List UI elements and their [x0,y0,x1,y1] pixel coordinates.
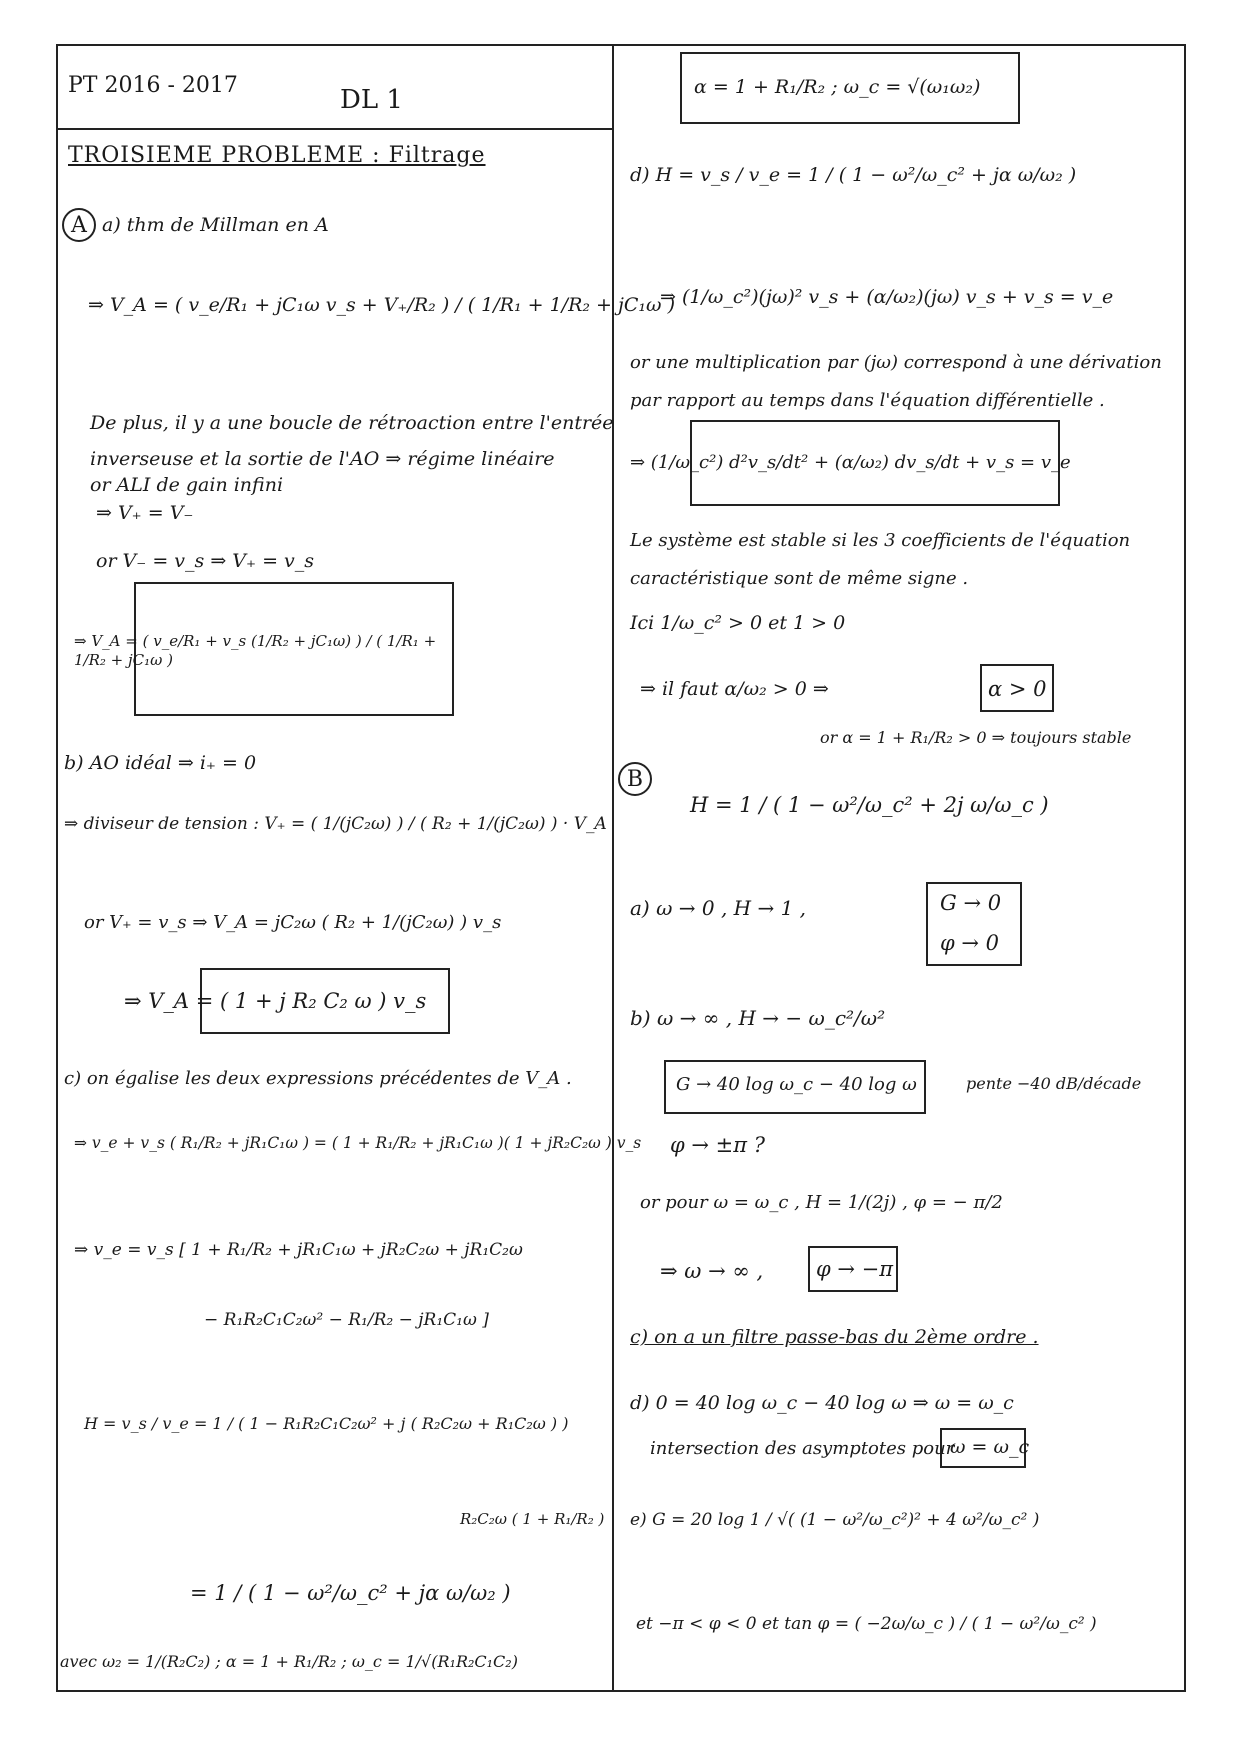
text-mult-2: par rapport au temps dans l'équation différentielle . [630,390,1105,411]
part-b-marker: B [618,762,652,796]
text-loop-1: De plus, il y a une boucle de rétroaction entre l'entrée [90,412,614,434]
eq-diff-boxed: ⇒ (1/ω_c²) d²v_s/dt² + (α/ω₂) dv_s/dt + v_s = v_e [630,452,1071,473]
ba-box-g: G → 0 [940,891,1002,915]
text-mult-1: or une multiplication par (jω) correspond à une dérivation [630,352,1162,373]
eq-h-reduced: = 1 / ( 1 − ω²/ω_c² + jα ω/ω₂ ) [190,1581,511,1605]
bb-box-text: G → 40 log ω_c − 40 log ω [676,1074,917,1095]
question-b-c: c) on a un filtre passe-bas du 2ème ordre . [630,1326,1039,1348]
bb-slope: pente −40 dB/décade [966,1074,1142,1093]
bb-phi-boxed: φ → −π [816,1257,894,1281]
eq-va-millman: ⇒ V_A = ( v_e/R₁ + jC₁ω v_s + V₊/R₂ ) / ( 1/R₁ + 1/R₂ + jC₁ω ) [88,294,675,316]
question-c: c) on égalise les deux expressions précédentes de V_A . [64,1068,572,1089]
bd-text: intersection des asymptotes pour [650,1438,955,1459]
eq-c1: ⇒ v_e + v_s ( R₁/R₂ + jR₁C₁ω ) = ( 1 + R₁/R₂ + jR₁C₁ω )( 1 + jR₂C₂ω ) v_s [74,1134,642,1152]
text-ici: Ici 1/ω_c² > 0 et 1 > 0 [630,612,846,634]
eq-c2: ⇒ v_e = v_s [ 1 + R₁/R₂ + jR₁C₁ω + jR₂C₂ω + jR₁C₂ω [74,1240,523,1260]
class-year: PT 2016 - 2017 [68,73,238,98]
question-b-d: d) 0 = 40 log ω_c − 40 log ω ⇒ ω = ω_c [630,1392,1014,1414]
bd-boxed: ω = ω_c [950,1436,1030,1458]
bb-phi: φ → ±π ? [670,1133,765,1157]
eq-va-b-boxed: ⇒ V_A = ( 1 + j R₂ C₂ ω ) v_s [124,989,427,1013]
text-faut: ⇒ il faut α/ω₂ > 0 ⇒ [640,678,829,700]
part-a-marker: A [62,208,96,242]
eq-d2: ⇒ (1/ω_c²)(jω)² v_s + (α/ω₂)(jω) v_s + v_s = v_e [660,286,1114,308]
text-loop-2: inverseuse et la sortie de l'AO ⇒ régime linéaire [90,448,555,470]
eq-h-note: R₂C₂ω ( 1 + R₁/R₂ ) [460,1510,605,1528]
text-stable-2: caractéristique sont de même signe . [630,568,969,589]
eq-h-b: H = 1 / ( 1 − ω²/ω_c² + 2j ω/ω_c ) [690,793,1049,817]
text-stable-1: Le système est stable si les 3 coefficients de l'équation [630,530,1131,551]
bb-wc: or pour ω = ω_c , H = 1/(2j) , φ = − π/2 [640,1192,1003,1213]
question-b-a: a) ω → 0 , H → 1 , [630,896,807,920]
text-loop-3: or ALI de gain infini [90,474,284,496]
eq-vplus-vs: or V₊ = v_s ⇒ V_A = jC₂ω ( R₂ + 1/(jC₂ω) ) v_s [84,912,502,933]
assignment-title: DL 1 [340,85,403,115]
be-phase: et −π < φ < 0 et tan φ = ( −2ω/ω_c ) / ( 1 − ω²/ω_c² ) [636,1614,1097,1634]
problem-title: TROISIEME PROBLEME : Filtrage [68,143,486,168]
eq-c3: − R₁R₂C₁C₂ω² − R₁/R₂ − jR₁C₁ω ] [204,1310,489,1330]
eq-voltage-divider: ⇒ diviseur de tension : V₊ = ( 1/(jC₂ω) ) / ( R₂ + 1/(jC₂ω) ) · V_A [64,814,607,834]
question-b: b) AO idéal ⇒ i₊ = 0 [64,752,257,774]
header-rule [56,128,614,130]
eq-va-boxed: ⇒ V_A = ( v_e/R₁ + v_s (1/R₂ + jC₁ω) ) / ( 1/R₁ + 1/R₂ + jC₁ω ) [74,632,437,669]
alpha-boxed: α > 0 [988,677,1047,701]
eq-defs-boxed: α = 1 + R₁/R₂ ; ω_c = √(ω₁ω₂) [694,76,981,98]
question-a: a) thm de Millman en A [102,214,329,236]
question-b-e: e) G = 20 log 1 / √( (1 − ω²/ω_c²)² + 4 ω²/ω_c² ) [630,1510,1040,1530]
ba-box-phi: φ → 0 [940,931,1000,955]
eq-definitions: avec ω₂ = 1/(R₂C₂) ; α = 1 + R₁/R₂ ; ω_c = 1/√(R₁R₂C₁C₂) [60,1652,518,1671]
text-toujours: or α = 1 + R₁/R₂ > 0 ⇒ toujours stable [820,728,1132,747]
bb-arrow: ⇒ ω → ∞ , [660,1259,764,1283]
eq-vplus-vminus: ⇒ V₊ = V₋ [96,502,194,524]
question-b-b: b) ω → ∞ , H → − ω_c²/ω² [630,1006,886,1030]
question-d: d) H = v_s / v_e = 1 / ( 1 − ω²/ω_c² + jα ω/ω₂ ) [630,164,1077,186]
column-divider [612,44,614,1692]
eq-h-full: H = v_s / v_e = 1 / ( 1 − R₁R₂C₁C₂ω² + j ( R₂C₂ω + R₁C₂ω ) ) [84,1414,569,1433]
eq-vminus-vs: or V₋ = v_s ⇒ V₊ = v_s [96,550,315,572]
